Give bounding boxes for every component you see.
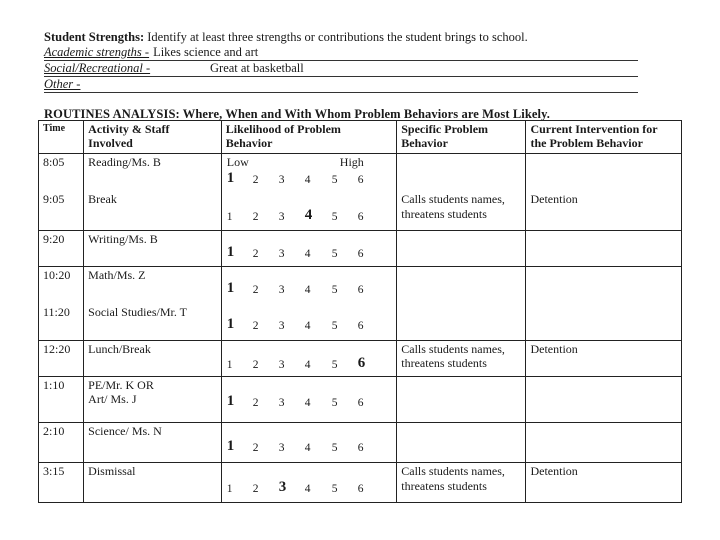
- social-recreational-line: [44, 61, 638, 77]
- likelihood-scale-number: 2: [252, 174, 259, 186]
- activity-value: Science/ Ms. N: [88, 424, 162, 438]
- intervention-cell: [526, 267, 682, 341]
- likelihood-scale-number: 2: [252, 248, 259, 260]
- likelihood-selected-rating: 1: [226, 244, 235, 260]
- specific-behavior-cell: [397, 154, 526, 231]
- header-intervention-line2: the Problem Behavior: [530, 136, 643, 150]
- student-strengths-section: [44, 30, 638, 93]
- likelihood-selected-rating: 6: [357, 355, 366, 371]
- time-value: 12:20: [43, 342, 71, 356]
- time-cell: [39, 341, 84, 377]
- likelihood-scale-number: 5: [331, 211, 338, 223]
- intervention-cell: [526, 463, 682, 503]
- specific-behavior-cell: [397, 423, 526, 463]
- header-likelihood: [221, 121, 396, 154]
- behavior-line1: Calls students names,: [401, 464, 505, 478]
- likelihood-scale-number: 5: [331, 397, 338, 409]
- header-activity: [84, 121, 222, 154]
- routines-analysis-title: ROUTINES ANALYSIS: Where, When and With Whom Problem Behaviors are Most Likely.: [44, 107, 551, 121]
- header-intervention: [526, 121, 682, 154]
- intervention-cell: [526, 341, 682, 377]
- activity-value: Math/Ms. Z: [88, 268, 146, 282]
- likelihood-scale-number: 4: [304, 359, 311, 371]
- time-cell: [39, 267, 84, 341]
- likelihood-scale-number: 1: [226, 211, 233, 223]
- behavior-line2: threatens students: [401, 479, 487, 493]
- activity-cell: [84, 154, 222, 231]
- likelihood-scale-number: 6: [357, 211, 364, 223]
- other-strengths-label: Other -: [44, 77, 81, 91]
- activity-cell: [84, 267, 222, 341]
- likelihood-scale-number: 6: [357, 483, 364, 495]
- intervention-cell: [526, 154, 682, 231]
- table-row: [39, 341, 682, 377]
- time-cell: [39, 463, 84, 503]
- likelihood-scale-number: 2: [252, 320, 259, 332]
- likelihood-cell: [221, 341, 396, 377]
- likelihood-scale-number: 3: [278, 442, 285, 454]
- likelihood-scale-number: 6: [357, 174, 364, 186]
- table-row: [39, 267, 682, 341]
- likelihood-selected-rating: 4: [304, 207, 313, 223]
- behavior-line1: Calls students names,: [401, 342, 505, 356]
- activity-cell: [84, 463, 222, 503]
- likelihood-selected-rating: 1: [226, 316, 235, 332]
- header-time: Time: [39, 121, 84, 154]
- table-row: [39, 154, 682, 231]
- likelihood-scale-number: 4: [304, 248, 311, 260]
- table-header-row: [39, 121, 682, 154]
- time-value: 11:20: [43, 305, 70, 319]
- activity-cell: [84, 423, 222, 463]
- likelihood-cell: [221, 463, 396, 503]
- time-value: 9:05: [43, 192, 65, 206]
- intervention-value: Detention: [530, 464, 578, 478]
- activity-cell: [84, 231, 222, 267]
- likelihood-cell: [221, 423, 396, 463]
- likelihood-scale-number: 3: [278, 211, 285, 223]
- likelihood-cell: [221, 154, 396, 231]
- scale-low-label: Low: [226, 155, 249, 169]
- academic-strengths-line: [44, 45, 638, 61]
- specific-behavior-cell: [397, 231, 526, 267]
- time-value: 9:20: [43, 232, 65, 246]
- behavior-line1: Calls students names,: [401, 192, 505, 206]
- likelihood-scale-number: 6: [357, 442, 364, 454]
- time-value: 3:15: [43, 464, 65, 478]
- header-specific-behavior: [397, 121, 526, 154]
- activity-value: PE/Mr. K OR: [88, 378, 154, 392]
- likelihood-scale-number: 4: [304, 442, 311, 454]
- likelihood-scale-number: 4: [304, 397, 311, 409]
- likelihood-selected-rating: 1: [226, 170, 235, 186]
- time-cell: [39, 154, 84, 231]
- header-specific-line1: Specific Problem: [401, 122, 489, 136]
- routines-table: [38, 120, 682, 503]
- likelihood-scale-number: 5: [331, 442, 338, 454]
- likelihood-scale-number: 2: [252, 397, 259, 409]
- activity-cell: [84, 341, 222, 377]
- likelihood-scale-number: 6: [357, 248, 364, 260]
- intervention-cell: [526, 377, 682, 423]
- likelihood-scale-number: 4: [304, 483, 311, 495]
- likelihood-scale-number: 6: [357, 397, 364, 409]
- strengths-title-text: Identify at least three strengths or contributions the student brings to school.: [144, 30, 528, 44]
- time-cell: [39, 377, 84, 423]
- header-activity-line1: Activity & Staff: [88, 122, 170, 136]
- activity-value: Social Studies/Mr. T: [88, 305, 187, 319]
- specific-behavior-cell: [397, 377, 526, 423]
- likelihood-scale-number: 3: [278, 397, 285, 409]
- time-value: 1:10: [43, 378, 65, 392]
- table-row: [39, 377, 682, 423]
- likelihood-scale-number: 5: [331, 284, 338, 296]
- likelihood-scale-number: 4: [304, 284, 311, 296]
- time-value: 8:05: [43, 155, 65, 169]
- likelihood-scale-number: 5: [331, 248, 338, 260]
- behavior-line2: threatens students: [401, 207, 487, 221]
- intervention-value: Detention: [530, 192, 578, 206]
- intervention-value: Detention: [530, 342, 578, 356]
- table-row: [39, 423, 682, 463]
- intervention-cell: [526, 423, 682, 463]
- likelihood-scale-number: 3: [278, 174, 285, 186]
- likelihood-scale-number: 5: [331, 320, 338, 332]
- likelihood-cell: [221, 267, 396, 341]
- other-strengths-line: [44, 77, 638, 93]
- header-intervention-line1: Current Intervention for: [530, 122, 658, 136]
- table-row: [39, 231, 682, 267]
- likelihood-selected-rating: 1: [226, 280, 235, 296]
- specific-behavior-cell: [397, 463, 526, 503]
- activity-value: Art/ Ms. J: [88, 392, 137, 406]
- activity-value: Writing/Ms. B: [88, 232, 158, 246]
- activity-value: Lunch/Break: [88, 342, 151, 356]
- academic-strengths-value: Likes science and art: [153, 45, 259, 59]
- likelihood-scale-number: 3: [278, 284, 285, 296]
- likelihood-scale-number: 2: [252, 211, 259, 223]
- likelihood-scale-number: 2: [252, 359, 259, 371]
- likelihood-scale-number: 5: [331, 359, 338, 371]
- likelihood-scale-number: 6: [357, 320, 364, 332]
- time-value: 10:20: [43, 268, 71, 282]
- strengths-title-bold: Student Strengths:: [44, 30, 145, 44]
- likelihood-scale-number: 3: [278, 320, 285, 332]
- likelihood-cell: [221, 377, 396, 423]
- time-value: 2:10: [43, 424, 65, 438]
- likelihood-selected-rating: 1: [226, 438, 235, 454]
- likelihood-scale-number: 4: [304, 320, 311, 332]
- likelihood-scale-number: 5: [331, 174, 338, 186]
- specific-behavior-cell: [397, 341, 526, 377]
- behavior-line2: threatens students: [401, 356, 487, 370]
- header-specific-line2: Behavior: [401, 136, 448, 150]
- social-recreational-label: Social/Recreational -: [44, 61, 151, 75]
- likelihood-scale-number: 2: [252, 442, 259, 454]
- likelihood-scale-number: 2: [252, 483, 259, 495]
- likelihood-scale-number: 5: [331, 483, 338, 495]
- time-cell: [39, 423, 84, 463]
- likelihood-selected-rating: 1: [226, 393, 235, 409]
- activity-value: Reading/Ms. B: [88, 155, 161, 169]
- likelihood-cell: [221, 231, 396, 267]
- specific-behavior-cell: [397, 267, 526, 341]
- likelihood-scale-number: 2: [252, 284, 259, 296]
- header-likelihood-line1: Likelihood of Problem: [225, 122, 341, 136]
- likelihood-scale-number: 4: [304, 174, 311, 186]
- header-likelihood-line2: Behavior: [225, 136, 273, 150]
- intervention-cell: [526, 231, 682, 267]
- likelihood-scale-number: 1: [226, 359, 233, 371]
- time-cell: [39, 231, 84, 267]
- header-activity-line2: Involved: [88, 136, 133, 150]
- activity-cell: [84, 377, 222, 423]
- table-row: [39, 463, 682, 503]
- likelihood-scale-number: 6: [357, 284, 364, 296]
- likelihood-scale-number: 3: [278, 359, 285, 371]
- strengths-title: [44, 30, 638, 45]
- social-recreational-value: Great at basketball: [210, 61, 304, 75]
- scale-high-label: High: [339, 155, 364, 169]
- activity-value: Dismissal: [88, 464, 136, 478]
- academic-strengths-label: Academic strengths -: [44, 45, 150, 59]
- likelihood-scale-number: 1: [226, 483, 233, 495]
- likelihood-selected-rating: 3: [278, 479, 287, 495]
- likelihood-scale-number: 3: [278, 248, 285, 260]
- activity-value: Break: [88, 192, 117, 206]
